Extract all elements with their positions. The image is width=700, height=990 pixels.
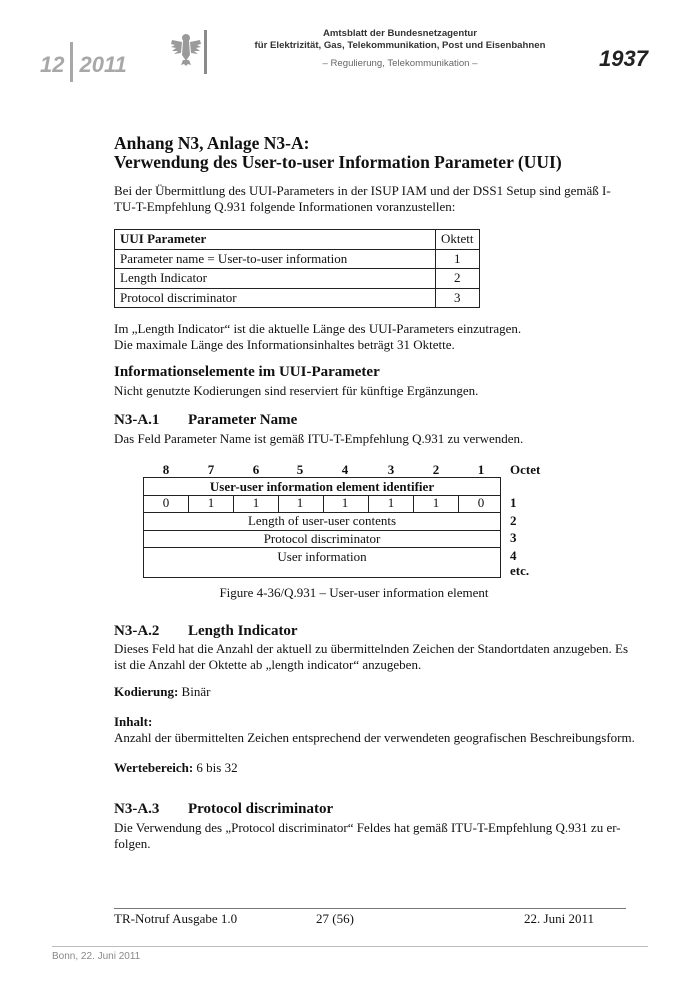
- doc-title-line1: Anhang N3, Anlage N3-A:: [114, 133, 310, 153]
- section-a2-text-line2: ist die Anzahl der Oktette ab „length indicator“ anzugeben.: [114, 657, 422, 672]
- octet-number: 3: [510, 530, 517, 545]
- bit-header: 3: [387, 462, 395, 477]
- length-note-line2: Die maximale Länge des Informationsinhaltes beträgt 31 Oktette.: [114, 337, 455, 352]
- bit-value: 0: [477, 495, 485, 510]
- kodierung-line: [114, 684, 210, 701]
- table-row: [115, 269, 480, 289]
- bit-value: 1: [387, 495, 395, 510]
- gazette-title-line2: für Elektrizität, Gas, Telekommunikation, Post und Eisenbahnen: [254, 40, 546, 51]
- kodierung-value: Binär: [181, 684, 211, 699]
- table-cell-oktett: 2: [436, 269, 480, 289]
- header-divider: [204, 30, 207, 74]
- table-row: [115, 288, 480, 308]
- inhalt-label-text: Inhalt:: [114, 714, 153, 729]
- issue-number: 12: [40, 51, 65, 77]
- issue-label: [40, 46, 127, 86]
- doc-title-line2: Verwendung des User-to-user Information Parameter (UUI): [114, 152, 562, 172]
- bit-divider: [413, 495, 414, 512]
- bit-divider: [278, 495, 279, 512]
- bit-divider: [188, 495, 189, 512]
- inhalt-text: Anzahl der übermittelten Zeichen entsprechend der verwendeten geografischen Beschreibungsform.: [114, 730, 635, 745]
- length-contents-label: Length of user-user contents: [247, 513, 397, 528]
- bit-header: 2: [432, 462, 440, 477]
- octet-number: 2: [510, 513, 517, 528]
- wertebereich-value: 6 bis 32: [196, 760, 238, 775]
- section-a3-text-line2: folgen.: [114, 836, 151, 851]
- bit-divider: [233, 495, 234, 512]
- bit-divider: [368, 495, 369, 512]
- section-a3-title: Protocol discriminator: [188, 801, 334, 817]
- gazette-title-line1: Amtsblatt der Bundesnetzagentur: [322, 28, 478, 39]
- table-cell-name: Parameter name = User-to-user information: [115, 249, 436, 269]
- identifier-label: User-user information element identifier: [209, 479, 435, 494]
- bit-header: 7: [207, 462, 215, 477]
- gazette-title: [240, 28, 560, 52]
- table-cell-oktett: 1: [436, 249, 480, 269]
- bit-header: 8: [162, 462, 170, 477]
- section-a3-text-line1: Die Verwendung des „Protocol discriminator“ Feldes hat gemäß ITU-T-Empfehlung Q.931 zu er-: [114, 820, 621, 835]
- wertebereich-label: Wertebereich:: [114, 760, 194, 775]
- table-cell-name: Length Indicator: [115, 269, 436, 289]
- table-cell-name: Protocol discriminator: [115, 288, 436, 308]
- page-bottom-rule: [52, 946, 648, 947]
- bit-value: 1: [296, 495, 304, 510]
- section-a2-heading: [114, 623, 298, 640]
- info-elements-heading: Informationselemente im UUI-Parameter: [114, 364, 380, 380]
- issue-year: 2011: [79, 51, 127, 77]
- table-cell-oktett: 3: [436, 288, 480, 308]
- gazette-subtitle: – Regulierung, Telekommunikation –: [322, 58, 478, 69]
- table-header-parameter: UUI Parameter: [115, 230, 436, 250]
- length-note-line1: Im „Length Indicator“ ist die aktuelle Länge des UUI-Parameters einzutragen.: [114, 321, 522, 336]
- bit-header: 4: [341, 462, 349, 477]
- footer-page-count: 27 (56): [316, 911, 354, 926]
- footer-doc-label: TR-Notruf Ausgabe 1.0: [114, 911, 238, 926]
- issue-separator: [70, 42, 73, 82]
- section-a1-heading: [114, 412, 297, 429]
- bonn-date: Bonn, 22. Juni 2011: [52, 951, 141, 962]
- section-a2-text-line1: Dieses Feld hat die Anzahl der aktuell zu übermittelnden Zeichen der Standortdaten anzugeben. Es: [114, 641, 629, 656]
- kodierung-label: Kodierung:: [114, 684, 179, 699]
- figure-caption: Figure 4-36/Q.931 – User-user information element: [219, 585, 489, 600]
- page-number: 1937: [599, 46, 648, 71]
- footer-date: 22. Juni 2011: [524, 911, 594, 926]
- section-a1-text: Das Feld Parameter Name ist gemäß ITU-T-Empfehlung Q.931 zu verwenden.: [114, 431, 524, 446]
- bit-header: 5: [296, 462, 304, 477]
- table-header-row: [115, 230, 480, 250]
- bit-value: 0: [162, 495, 170, 510]
- bit-value: 1: [207, 495, 215, 510]
- wertebereich-line: [114, 760, 238, 777]
- octet-number: 1: [510, 495, 517, 510]
- figure-divider: [144, 547, 500, 548]
- octet-header: Octet: [510, 462, 541, 477]
- section-a2-number: N3-A.2: [114, 623, 160, 639]
- info-elements-text: Nicht genutzte Kodierungen sind reserviert für künftige Ergänzungen.: [114, 383, 479, 398]
- section-a3-heading: [114, 801, 333, 818]
- table-header-oktett: Oktett: [436, 230, 480, 250]
- section-a1-title: Parameter Name: [188, 412, 298, 428]
- table-row: [115, 249, 480, 269]
- bit-divider: [458, 495, 459, 512]
- protocol-discriminator-label: Protocol discriminator: [263, 531, 381, 546]
- octet-number: etc.: [510, 563, 530, 578]
- section-a1-number: N3-A.1: [114, 412, 160, 428]
- intro-line2: TU-T-Empfehlung Q.931 folgende Informationen voranzustellen:: [114, 199, 456, 214]
- uui-parameter-table: [114, 229, 480, 308]
- user-information-label: User information: [277, 549, 367, 564]
- federal-eagle-icon: [170, 31, 202, 67]
- bit-value: 1: [252, 495, 260, 510]
- bit-divider: [323, 495, 324, 512]
- section-a3-number: N3-A.3: [114, 801, 160, 817]
- section-a2-title: Length Indicator: [188, 623, 298, 639]
- bit-value: 1: [432, 495, 440, 510]
- footer-rule: [114, 908, 626, 909]
- intro-line1: Bei der Übermittlung des UUI-Parameters in der ISUP IAM und der DSS1 Setup sind gemäß I-: [114, 183, 611, 198]
- inhalt-label: [114, 714, 152, 731]
- figure-frame: [143, 477, 501, 578]
- bit-value: 1: [341, 495, 349, 510]
- octet-number: 4: [510, 548, 517, 563]
- bit-header: 6: [252, 462, 260, 477]
- bit-header: 1: [477, 462, 485, 477]
